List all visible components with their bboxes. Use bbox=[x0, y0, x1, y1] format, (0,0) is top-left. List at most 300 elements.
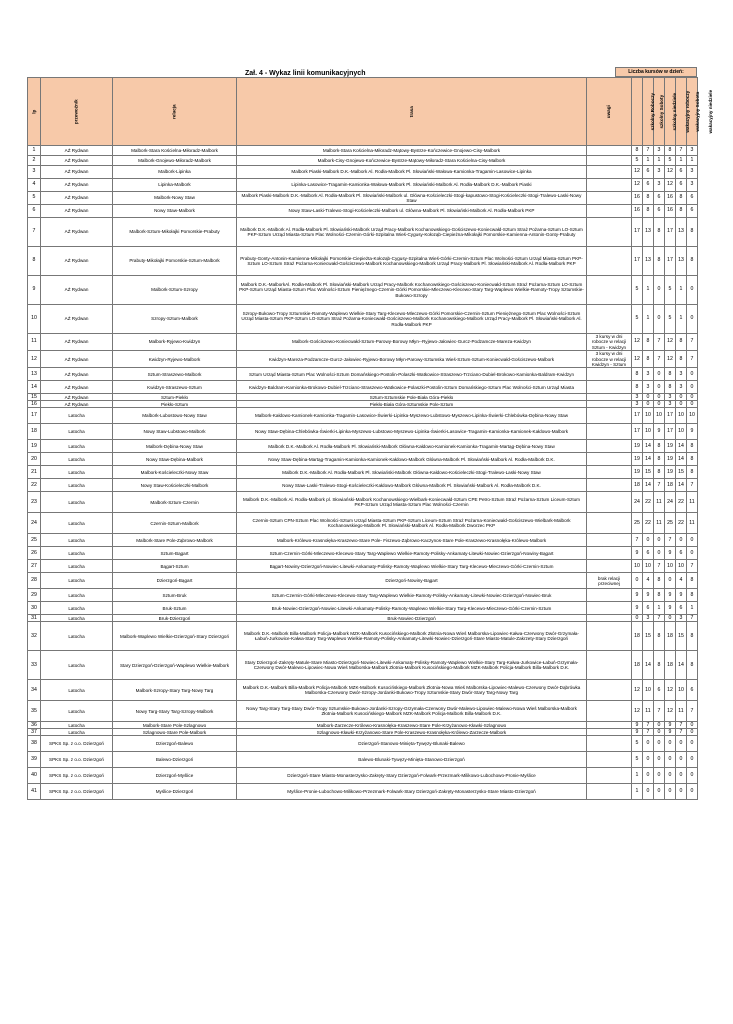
cell-przewoznik: SPKS Sp. z o.o. Dzierzgoń bbox=[41, 736, 113, 752]
cell-relacja: Kwidzyn-Straszewo-Sztum bbox=[113, 381, 237, 394]
cell-kursy: 14 bbox=[643, 651, 654, 680]
cell-relacja: Dzierzgoń-Myślice bbox=[113, 768, 237, 784]
cell-uwagi bbox=[587, 156, 632, 166]
cell-przewoznik: AŻ Rydwan bbox=[41, 146, 113, 156]
cell-trasa: Malbork D.K.-Malbork Al. Rodła-Malbork pl. Słowiański-Malbork Kochanowskiego-Wielbark-Koniecwałd-Sztum CPE Petro-Sztum Straż Pożarna-Sztum Liceum-Sztum PKP-Sztum Urząd Miasta-Sztum Plac Wolności-Czernin bbox=[237, 492, 587, 513]
cell-kursy: 17 bbox=[665, 218, 676, 247]
cell-lp: 19 bbox=[28, 440, 41, 453]
cell-trasa: Malbork-Cisy-Gnojewo-Kończewice-Bystrze-Mątowy-Miłoradz-Stara Kościelna-Cisy-Malbork bbox=[237, 156, 587, 166]
cell-trasa: Bągart-Nowiny-Dzierzgoń-Nowiec-Litewki-Ankamaty-Polisky-Ramoty-Waplewo Wielkie-Stary Targ-Klecewo-Mleczewo-Górki-Czernin-Sztum bbox=[237, 560, 587, 573]
cell-kursy: 16 bbox=[632, 205, 643, 218]
cell-kursy: 19 bbox=[665, 466, 676, 479]
cell-kursy: 22 bbox=[676, 513, 687, 534]
cell-lp: 36 bbox=[28, 722, 41, 729]
cell-trasa: Stary Dzierzgoń-Zakręty-Matule-Stare Miasto-Dzierzgoń-Nowiec-Litewki-Ankamaty-Polisky-Ramoty-Waplewo Wielkie-Stary Targ-Kałwa-Jurkowice-Łabuń-Grzymała-Czerwony Dwór-Malewo-Lipowiec-Nowa Wieś Malborska-Malbork Złotnia-Malbork Kusocińskiego-Malbork MZK-Malbork Policja-Malbork Billa-Malbork D.K. bbox=[237, 651, 587, 680]
cell-trasa: Sztum Urząd Miasta-Sztum Plac Wolności-Sztum Domańskiego-Postolin-Polaszki-Watkowice-Straszewo-Trzciano-Dubiel-Brokowo-Kamionka-Baldram-Kwidzyn bbox=[237, 368, 587, 381]
cell-trasa: Bruk-Nowiec-Dzierzgoń-Nowiec-Litewki-Ankamaty-Polisky-Ramoty-Waplewo Wielkie-Stary Targ-Klecewo-Mleczewo-Górki-Czernin-Sztum bbox=[237, 602, 587, 615]
cell-kursy: 25 bbox=[632, 513, 643, 534]
table-row bbox=[28, 680, 698, 701]
cell-kursy: 10 bbox=[687, 408, 698, 424]
cell-relacja: Bruk-Sztum bbox=[113, 602, 237, 615]
cell-kursy: 14 bbox=[676, 479, 687, 492]
cell-kursy: 9 bbox=[643, 589, 654, 602]
cell-przewoznik: AŻ Rydwan bbox=[41, 401, 113, 408]
cell-kursy: 6 bbox=[643, 179, 654, 192]
cell-uwagi bbox=[587, 479, 632, 492]
cell-uwagi bbox=[587, 408, 632, 424]
cell-kursy: 18 bbox=[632, 479, 643, 492]
table-row bbox=[28, 784, 698, 800]
cell-kursy: 9 bbox=[632, 602, 643, 615]
cell-relacja: Sztum-Bruk bbox=[113, 589, 237, 602]
cell-lp: 32 bbox=[28, 622, 41, 651]
cell-kursy: 8 bbox=[687, 573, 698, 589]
cell-trasa: Malbork-Zarzecze-Królewo-Krasnołęka-Kraszewo-Stare Pole-Krzyżanowo-Kławki-Szlagnowo bbox=[237, 722, 587, 729]
cell-przewoznik: SPKS Sp. z o.o. Dzierzgoń bbox=[41, 752, 113, 768]
cell-kursy: 9 bbox=[665, 722, 676, 729]
cell-trasa: Malbork D.K.-MalborkAl. Rodła-Malbork Pl. Słowiański-Malbork Urząd Pracy-Malbork Kochanowskiego-Gościszewo-Koniecwałd-Sztum Straż Pożarna-Sztum LO-Sztum PKP-Sztum Urząd Miasta-Sztum Plac Wolności-Sztum Pieniężnego-Czernin-Górki Pomorskie-Mleczewo-Klecewo-Stary Targ-Waplewo Wielkie-Ramoty-Tropy Sztumskie-Bukowo-Szropy bbox=[237, 276, 587, 305]
cell-kursy: 17 bbox=[665, 424, 676, 440]
cell-kursy: 10 bbox=[643, 560, 654, 573]
cell-kursy: 19 bbox=[632, 453, 643, 466]
cell-relacja: Malbork-Stara Kościelna-Miłoradz-Malbork bbox=[113, 146, 237, 156]
cell-kursy: 11 bbox=[687, 492, 698, 513]
cell-lp: 37 bbox=[28, 729, 41, 736]
cell-kursy: 1 bbox=[643, 305, 654, 334]
cell-relacja: Szropy-Sztum-Malbork bbox=[113, 305, 237, 334]
cell-uwagi bbox=[587, 768, 632, 784]
cell-kursy: 3 bbox=[676, 381, 687, 394]
cell-przewoznik: AŻ Rydwan bbox=[41, 156, 113, 166]
cell-kursy: 9 bbox=[687, 424, 698, 440]
table-row bbox=[28, 218, 698, 247]
cell-lp: 11 bbox=[28, 334, 41, 351]
cell-lp: 4 bbox=[28, 179, 41, 192]
cell-uwagi bbox=[587, 784, 632, 800]
cell-kursy: 9 bbox=[665, 547, 676, 560]
cell-trasa: Kwidzyn-Mareza-Podzamcze-Gurcz-Jałowiec-Ryjewo-Borowy Młyn-Parowy-Sztumska Wieś-Sztum-Sztum-Koniecwałd-Gościszewo-Malbork bbox=[237, 351, 587, 368]
cell-trasa: Malbork-Kałdowo-Kamionek-Kamionka-Tragamin-Lasowice-Świerki-Lipinka-Myszewo-Lubstowo-Myszewo-Lipinka-Świerki-Chlebówka-Dębina-Nowy Staw bbox=[237, 408, 587, 424]
cell-kursy: 12 bbox=[665, 334, 676, 351]
cell-relacja: Dzierzgoń-Bągart bbox=[113, 573, 237, 589]
cell-kursy: 0 bbox=[654, 381, 665, 394]
cell-kursy: 8 bbox=[654, 573, 665, 589]
cell-kursy: 3 bbox=[665, 394, 676, 401]
cell-kursy: 3 bbox=[687, 146, 698, 156]
cell-kursy: 19 bbox=[665, 440, 676, 453]
cell-kursy: 22 bbox=[643, 513, 654, 534]
cell-uwagi bbox=[587, 651, 632, 680]
cell-kursy: 0 bbox=[632, 573, 643, 589]
cell-relacja: Bągart-Sztum bbox=[113, 560, 237, 573]
cell-kursy: 8 bbox=[654, 622, 665, 651]
cell-trasa: Malbork-Stara Kościelna-Miłoradz-Mątowy-Bystrze-Kończewice-Gnojewo-Cisy-Malbork bbox=[237, 146, 587, 156]
cell-lp: 17 bbox=[28, 408, 41, 424]
cell-kursy: 0 bbox=[654, 768, 665, 784]
cell-kursy: 1 bbox=[676, 276, 687, 305]
page-title: Zał. 4 - Wykaz linii komunikacyjnych bbox=[245, 70, 366, 77]
cell-kursy: 14 bbox=[643, 479, 654, 492]
cell-kursy: 0 bbox=[654, 722, 665, 729]
cell-kursy: 13 bbox=[676, 247, 687, 276]
cell-kursy: 0 bbox=[687, 784, 698, 800]
cell-relacja: Malbork-Stare Pole-Ząbrowo-Malbork bbox=[113, 534, 237, 547]
cell-przewoznik: AŻ Rydwan bbox=[41, 276, 113, 305]
cell-lp: 9 bbox=[28, 276, 41, 305]
cell-kursy: 19 bbox=[632, 466, 643, 479]
cell-trasa: Lipinka-Lasowice-Tragamin-Kamionka-Wałowa-Malbork Pl. Słowiański-Malbork Al. Rodła-Malbork D.K.-Malbork Piaski bbox=[237, 179, 587, 192]
cell-kursy: 0 bbox=[654, 394, 665, 401]
cell-kursy: 0 bbox=[665, 615, 676, 622]
cell-kursy: 0 bbox=[687, 722, 698, 729]
cell-kursy: 0 bbox=[654, 401, 665, 408]
cell-kursy: 0 bbox=[654, 729, 665, 736]
cell-kursy: 16 bbox=[665, 192, 676, 205]
cell-trasa: Dzierzgoń-Stanowo-Minięta-Tywęzy-Blunaki-Balewo bbox=[237, 736, 587, 752]
cell-przewoznik: SPKS Sp. z o.o. Dzierzgoń bbox=[41, 784, 113, 800]
cell-lp: 21 bbox=[28, 466, 41, 479]
cell-kursy: 0 bbox=[665, 573, 676, 589]
cell-lp: 41 bbox=[28, 784, 41, 800]
cell-trasa: Sztum-Sztumskie Pole-Biała Góra-Piekło bbox=[237, 394, 587, 401]
table-row bbox=[28, 408, 698, 424]
table-row bbox=[28, 615, 698, 622]
cell-kursy: 0 bbox=[654, 752, 665, 768]
cell-uwagi: brak relacji przeciwnej bbox=[587, 573, 632, 589]
cell-przewoznik: Latocha bbox=[41, 513, 113, 534]
cell-kursy: 16 bbox=[665, 205, 676, 218]
cell-kursy: 5 bbox=[632, 736, 643, 752]
cell-kursy: 0 bbox=[643, 534, 654, 547]
cell-trasa: Malbork D.K.-Malbork Billa-Malbork Policja-Malbork MZK-Malbork Kusocińskiego-Malbork Złotnia-Nowa Wieś Malborska-Lipowiec-Kałwa-Czerwony Dwór-Grzymała-Łabuń-Jurkowice-Kałwa-Stary Targ-Waplewo Wielkie-Ramoty-Polisky-Ankamaty-Litewki-Nowiec-Dzierzgoń-Stare Miasto-Matule-Zakrzety-Stary Dzierzgoń bbox=[237, 622, 587, 651]
cell-kursy: 12 bbox=[665, 701, 676, 722]
cell-kursy: 17 bbox=[665, 408, 676, 424]
cell-kursy: 7 bbox=[654, 479, 665, 492]
cell-przewoznik: Latocha bbox=[41, 622, 113, 651]
cell-trasa: Dzierzgoń-Stare Miasto-Monasterzysko-Zakręty-Stary Dzierzgoń-Folwark-Przezmark-Milikowo-Lubochowo-Pronie-Myślice bbox=[237, 768, 587, 784]
cell-uwagi bbox=[587, 701, 632, 722]
cell-kursy: 8 bbox=[676, 192, 687, 205]
cell-kursy: 14 bbox=[676, 440, 687, 453]
cell-przewoznik: Latocha bbox=[41, 680, 113, 701]
cell-uwagi bbox=[587, 394, 632, 401]
table-row bbox=[28, 205, 698, 218]
cell-uwagi bbox=[587, 305, 632, 334]
cell-przewoznik: AŻ Rydwan bbox=[41, 205, 113, 218]
cell-kursy: 10 bbox=[643, 408, 654, 424]
cell-kursy: 6 bbox=[676, 166, 687, 179]
cell-lp: 6 bbox=[28, 205, 41, 218]
cell-kursy: 0 bbox=[654, 736, 665, 752]
cell-uwagi bbox=[587, 466, 632, 479]
cell-kursy: 7 bbox=[687, 560, 698, 573]
cell-kursy: 7 bbox=[676, 729, 687, 736]
cell-relacja: Malbork-Sztum-Czernin bbox=[113, 492, 237, 513]
cell-kursy: 7 bbox=[654, 334, 665, 351]
cell-kursy: 8 bbox=[632, 368, 643, 381]
cell-przewoznik: AŻ Rydwan bbox=[41, 351, 113, 368]
table-body bbox=[28, 146, 698, 800]
cell-uwagi bbox=[587, 736, 632, 752]
cell-kursy: 1 bbox=[687, 602, 698, 615]
cell-kursy: 14 bbox=[676, 651, 687, 680]
cell-lp: 39 bbox=[28, 752, 41, 768]
cell-kursy: 18 bbox=[632, 651, 643, 680]
table-row bbox=[28, 247, 698, 276]
cell-trasa: Dzierzgoń-Nowiny-Bągart bbox=[237, 573, 587, 589]
cell-przewoznik: Latocha bbox=[41, 589, 113, 602]
cell-kursy: 5 bbox=[632, 305, 643, 334]
cell-kursy: 8 bbox=[643, 351, 654, 368]
cell-relacja: Malbork-Sztum-Mikołajki Pomorskie-Prabuty bbox=[113, 218, 237, 247]
cell-relacja: Nowy Staw-Malbork bbox=[113, 205, 237, 218]
cell-kursy: 0 bbox=[654, 534, 665, 547]
cell-kursy: 12 bbox=[632, 166, 643, 179]
cell-lp: 24 bbox=[28, 513, 41, 534]
cell-kursy: 0 bbox=[643, 394, 654, 401]
cell-kursy: 5 bbox=[665, 156, 676, 166]
column-header-label: szkolny Soboty bbox=[659, 94, 665, 129]
cell-uwagi bbox=[587, 453, 632, 466]
table-row bbox=[28, 156, 698, 166]
column-header-label: wakacyjny Sobota bbox=[695, 91, 701, 132]
cell-relacja: Malbork-Ryjewo-Kwidzyn bbox=[113, 334, 237, 351]
cell-kursy: 17 bbox=[665, 247, 676, 276]
cell-kursy: 8 bbox=[665, 146, 676, 156]
cell-uwagi bbox=[587, 615, 632, 622]
cell-kursy: 8 bbox=[643, 334, 654, 351]
cell-relacja: Malbork-Stare Pole-Szlagnowo bbox=[113, 722, 237, 729]
cell-kursy: 19 bbox=[632, 440, 643, 453]
cell-kursy: 0 bbox=[665, 752, 676, 768]
cell-lp: 3 bbox=[28, 166, 41, 179]
cell-relacja: Stary Dzierzgoń-Dzierzgoń-Waplewo Wielkie-Malbork bbox=[113, 651, 237, 680]
cell-lp: 14 bbox=[28, 381, 41, 394]
cell-kursy: 16 bbox=[632, 192, 643, 205]
cell-kursy: 11 bbox=[643, 701, 654, 722]
cell-uwagi bbox=[587, 247, 632, 276]
cell-trasa: Czernin-Sztum CPN-Sztum Plac Wolności-Sztum Urząd Miasta-Sztum PKP-Sztum Liceum-Sztum Straż Pożarna-Koniecwałd-Gościszewo-Wielbark-Malbork Kochanowskiego-Malbork Pl. Słowiański-Malbork Al. Rodła-Malbork Dworzec PKP bbox=[237, 513, 587, 534]
cell-kursy: 8 bbox=[643, 205, 654, 218]
cell-trasa: Malbork D.K.-Malbork Billa-Malbork Policja-Malbork MZK-Malbork Kusocińskiego-Malbork Złotnia-Nowa Wieś Malborska-Lipowiec-Malewo-Czerwony Dwór-Dąbrówka Malborska-Czerwony Dwór-Szropy-Jordanki-Bukowo-Tropy Sztumskie-Stary Dwór-Stary Targ-Nowy Targ bbox=[237, 680, 587, 701]
cell-uwagi bbox=[587, 560, 632, 573]
cell-lp: 27 bbox=[28, 560, 41, 573]
cell-trasa: Malbork-Królewo-Krasnołęka-Kraszewo-Stare Pole- Fiszewo-Ząbrowo-Kaczynos-Stare Pole-Kraszewo-Krasnołęka-Królewo-Malbork bbox=[237, 534, 587, 547]
cell-przewoznik: Latocha bbox=[41, 479, 113, 492]
cell-lp: 40 bbox=[28, 768, 41, 784]
table-row bbox=[28, 560, 698, 573]
cell-przewoznik: AŻ Rydwan bbox=[41, 192, 113, 205]
table-row bbox=[28, 453, 698, 466]
cell-przewoznik: Latocha bbox=[41, 615, 113, 622]
cell-kursy: 8 bbox=[687, 651, 698, 680]
table-row bbox=[28, 722, 698, 729]
cell-kursy: 0 bbox=[676, 394, 687, 401]
table-row bbox=[28, 394, 698, 401]
cell-kursy: 5 bbox=[632, 752, 643, 768]
cell-kursy: 7 bbox=[632, 534, 643, 547]
column-header-label: szkolny niedziele bbox=[672, 92, 678, 131]
cell-lp: 15 bbox=[28, 394, 41, 401]
cell-kursy: 8 bbox=[632, 146, 643, 156]
cell-kursy: 3 bbox=[654, 166, 665, 179]
cell-kursy: 8 bbox=[687, 622, 698, 651]
cell-uwagi bbox=[587, 492, 632, 513]
cell-kursy: 8 bbox=[654, 651, 665, 680]
cell-kursy: 0 bbox=[676, 401, 687, 408]
cell-kursy: 17 bbox=[632, 424, 643, 440]
cell-kursy: 9 bbox=[665, 729, 676, 736]
cell-uwagi bbox=[587, 179, 632, 192]
table-row bbox=[28, 768, 698, 784]
cell-kursy: 15 bbox=[643, 622, 654, 651]
cell-relacja: Czernin-Sztum-Malbork bbox=[113, 513, 237, 534]
cell-przewoznik: AŻ Rydwan bbox=[41, 166, 113, 179]
cell-kursy: 8 bbox=[676, 205, 687, 218]
table-row bbox=[28, 351, 698, 368]
cell-kursy: 22 bbox=[676, 492, 687, 513]
cell-kursy: 10 bbox=[676, 424, 687, 440]
cell-relacja: Sztum-Piekło bbox=[113, 394, 237, 401]
cell-kursy: 11 bbox=[654, 492, 665, 513]
cell-trasa: Nowy Targ-Stary Targ-Stary Dwór-Tropy Sztumskie-Bukowo-Jordanki-Szropy-Grzymała-Czerwony Dwór-Malewo-Lipowiec-Malewo-Nowa Wieś Malborska-Malbork Złotnia-Malbork Kusocińskiego-Malbork MZK-Malbork Policja-Malbork Billa-Malbork D.K. bbox=[237, 701, 587, 722]
cell-kursy: 0 bbox=[687, 736, 698, 752]
table-row bbox=[28, 589, 698, 602]
cell-kursy: 8 bbox=[654, 453, 665, 466]
cell-przewoznik: Latocha bbox=[41, 651, 113, 680]
cell-kursy: 3 bbox=[654, 146, 665, 156]
cell-lp: 28 bbox=[28, 573, 41, 589]
cell-relacja: Dzierzgoń-Balewo bbox=[113, 736, 237, 752]
cell-kursy: 15 bbox=[676, 466, 687, 479]
cell-lp: 23 bbox=[28, 492, 41, 513]
cell-przewoznik: AŻ Rydwan bbox=[41, 247, 113, 276]
table-row bbox=[28, 276, 698, 305]
column-header bbox=[113, 78, 237, 146]
cell-kursy: 4 bbox=[643, 573, 654, 589]
lines-table bbox=[27, 77, 714, 800]
cell-kursy: 0 bbox=[665, 784, 676, 800]
cell-kursy: 5 bbox=[665, 276, 676, 305]
cell-kursy: 9 bbox=[632, 729, 643, 736]
cell-kursy: 1 bbox=[632, 784, 643, 800]
cell-kursy: 25 bbox=[665, 513, 676, 534]
table-row bbox=[28, 381, 698, 394]
cell-kursy: 9 bbox=[654, 424, 665, 440]
cell-uwagi bbox=[587, 622, 632, 651]
cell-kursy: 11 bbox=[687, 513, 698, 534]
cell-uwagi bbox=[587, 602, 632, 615]
cell-kursy: 14 bbox=[643, 453, 654, 466]
cell-relacja: Malbork-Waplewo Wielkie-Dzierzgoń-Stary Dzierzgoń bbox=[113, 622, 237, 651]
cell-przewoznik: Latocha bbox=[41, 408, 113, 424]
cell-kursy: 10 bbox=[676, 680, 687, 701]
cell-uwagi bbox=[587, 218, 632, 247]
cell-kursy: 6 bbox=[643, 166, 654, 179]
cell-lp: 29 bbox=[28, 589, 41, 602]
cell-kursy: 3 bbox=[676, 615, 687, 622]
cell-kursy: 7 bbox=[676, 146, 687, 156]
cell-kursy: 9 bbox=[632, 722, 643, 729]
cell-kursy: 10 bbox=[665, 560, 676, 573]
cell-kursy: 5 bbox=[632, 276, 643, 305]
cell-kursy: 8 bbox=[643, 192, 654, 205]
cell-kursy: 0 bbox=[687, 305, 698, 334]
cell-kursy: 8 bbox=[687, 440, 698, 453]
cell-trasa: Malbork D.K.-Malbork Al. Rodła-Malbork Pl. Słowiański-Malbork Urząd Pracy-Malbork Kochanowskiego-Gościszewo-Koniecwałd-Sztum Straż Pożarna-Sztum LO-Sztum PKP-Sztum Urząd Miasta-Sztum Plac Wolności-Czernin-Górki-Szpitalna Wieś-Cygusy-Kołoząb-Ciepieżna-Mikołajki Pomorskie-Kamienna-Antonin-Gonty-Prabuty bbox=[237, 218, 587, 247]
cell-kursy: 3 bbox=[632, 401, 643, 408]
cell-kursy: 8 bbox=[654, 589, 665, 602]
cell-relacja: Malbork-Gnojewo-Miłoradz-Malbork bbox=[113, 156, 237, 166]
column-header bbox=[587, 78, 632, 146]
cell-kursy: 0 bbox=[676, 784, 687, 800]
cell-lp: 18 bbox=[28, 424, 41, 440]
cell-uwagi bbox=[587, 680, 632, 701]
cell-kursy: 12 bbox=[632, 680, 643, 701]
cell-trasa: Piekło-Biała Góra-Sztumskie Pole-Sztum bbox=[237, 401, 587, 408]
cell-kursy: 15 bbox=[643, 466, 654, 479]
cell-relacja: Piekło-Sztum bbox=[113, 401, 237, 408]
cell-relacja: Malbork-Kościeleczki-Nowy Staw bbox=[113, 466, 237, 479]
cell-kursy: 0 bbox=[676, 768, 687, 784]
column-header bbox=[237, 78, 587, 146]
cell-kursy: 6 bbox=[676, 602, 687, 615]
cell-kursy: 0 bbox=[687, 381, 698, 394]
table-row bbox=[28, 602, 698, 615]
cell-kursy: 0 bbox=[654, 368, 665, 381]
cell-kursy: 10 bbox=[654, 408, 665, 424]
cell-relacja: Balewo-Dzierzgoń bbox=[113, 752, 237, 768]
cell-kursy: 5 bbox=[632, 156, 643, 166]
cell-kursy: 1 bbox=[643, 156, 654, 166]
cell-relacja: Malbork-Sztum-Szropy bbox=[113, 276, 237, 305]
cell-lp: 38 bbox=[28, 736, 41, 752]
cell-uwagi bbox=[587, 440, 632, 453]
cell-trasa: Myślice-Pronie-Lubochowo-Milikowo-Przezmark-Folwark-Stary Dzierzgoń-Zakręty-Monasterzysko-Stare Miasto-Dzierzgoń bbox=[237, 784, 587, 800]
table-row bbox=[28, 622, 698, 651]
cell-kursy: 8 bbox=[687, 218, 698, 247]
cell-kursy: 3 bbox=[665, 401, 676, 408]
cell-trasa: Malbork-Gościszewo-Koniecwałd-Sztum-Parowy-Borowy Młyn--Ryjewo-Jałowiec-Gurcz-Podzamcze-Mareza-Kwidzyn bbox=[237, 334, 587, 351]
cell-kursy: 8 bbox=[687, 589, 698, 602]
table-row bbox=[28, 736, 698, 752]
cell-kursy: 9 bbox=[676, 589, 687, 602]
cell-kursy: 0 bbox=[665, 736, 676, 752]
cell-przewoznik: AŻ Rydwan bbox=[41, 334, 113, 351]
cell-kursy: 13 bbox=[643, 247, 654, 276]
cell-uwagi bbox=[587, 534, 632, 547]
cell-przewoznik: Latocha bbox=[41, 453, 113, 466]
cell-kursy: 10 bbox=[643, 424, 654, 440]
cell-kursy: 0 bbox=[676, 534, 687, 547]
cell-kursy: 0 bbox=[676, 752, 687, 768]
column-header-label: uwagi bbox=[606, 104, 612, 119]
cell-kursy: 1 bbox=[632, 768, 643, 784]
cell-kursy: 0 bbox=[654, 547, 665, 560]
cell-kursy: 0 bbox=[687, 276, 698, 305]
column-header bbox=[41, 78, 113, 146]
cell-lp: 8 bbox=[28, 247, 41, 276]
cell-uwagi bbox=[587, 401, 632, 408]
cell-przewoznik: AŻ Rydwan bbox=[41, 394, 113, 401]
cell-kursy: 6 bbox=[643, 547, 654, 560]
cell-lp: 30 bbox=[28, 602, 41, 615]
cell-kursy: 12 bbox=[665, 179, 676, 192]
cell-kursy: 0 bbox=[687, 547, 698, 560]
cell-przewoznik: Latocha bbox=[41, 722, 113, 729]
cell-trasa: Malbork D.K.-Malbork Al. Rodła-Malbork Pl. Słowiański-Malbork Główna-Kałdowo-Kamionek-Kamionka-Tragamin-Martąg-Dębina-Nowy Staw bbox=[237, 440, 587, 453]
cell-relacja: Kwidzyn-Ryjewo-Malbork bbox=[113, 351, 237, 368]
